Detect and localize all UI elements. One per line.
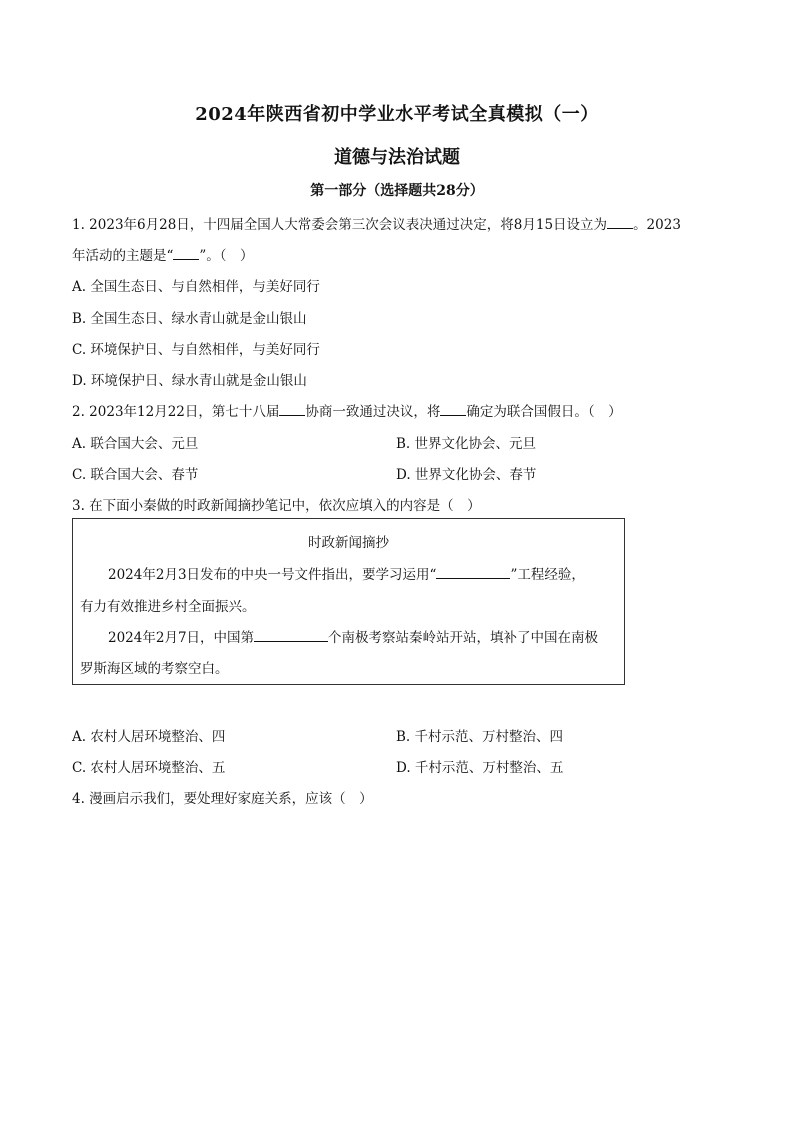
answer-blank bbox=[173, 247, 199, 260]
q2-stem-text-c: 确定为联合国假日。（ ） bbox=[466, 404, 622, 420]
news-paragraph-1 bbox=[108, 563, 585, 583]
news-p2-text-a: 2024年2月7日，中国第 bbox=[108, 630, 255, 646]
news-p1-text-a: 2024年2月3日发布的中央一号文件指出，要学习运用“ bbox=[108, 567, 437, 583]
news-excerpt-title: 时政新闻摘抄 bbox=[308, 535, 389, 551]
q3-option-d: D. 千村示范、万村整治、五 bbox=[396, 760, 564, 776]
q2-option-d: D. 世界文化协会、春节 bbox=[396, 467, 537, 483]
news-p2-text-b: 个南极考察站秦岭站开站，填补了中国在南极 bbox=[328, 630, 599, 646]
news-paragraph-1-cont: 有力有效推进乡村全面振兴。 bbox=[80, 599, 256, 615]
news-paragraph-2 bbox=[108, 626, 598, 646]
subject-title: 道德与法治试题 bbox=[334, 147, 460, 168]
answer-blank bbox=[440, 403, 466, 416]
answer-blank bbox=[279, 403, 305, 416]
q2-stem bbox=[72, 400, 622, 420]
q3-option-a: A. 农村人居环境整治、四 bbox=[72, 729, 226, 745]
q2-stem-text-a: 2. 2023年12月22日，第七十八届 bbox=[72, 404, 280, 420]
q1-stem-text-a: 1. 2023年6月28日，十四届全国人大常委会第三次会议表决通过决定，将8月15日设立为 bbox=[72, 217, 608, 233]
q3-stem: 3. 在下面小秦做的时政新闻摘抄笔记中，依次应填入的内容是（ ） bbox=[72, 498, 481, 514]
q4-stem: 4. 漫画启示我们，要处理好家庭关系，应该（ ） bbox=[72, 791, 373, 807]
answer-blank bbox=[607, 216, 633, 229]
news-p1-text-b: ”工程经验， bbox=[510, 567, 585, 583]
q1-option-d: D. 环境保护日、绿水青山就是金山银山 bbox=[72, 373, 307, 389]
q2-option-c: C. 联合国大会、春节 bbox=[72, 467, 199, 483]
q1-option-c: C. 环境保护日、与自然相伴，与美好同行 bbox=[72, 342, 320, 358]
q1-option-b: B. 全国生态日、绿水青山就是金山银山 bbox=[72, 311, 307, 327]
q2-option-b: B. 世界文化协会、元旦 bbox=[396, 436, 537, 452]
exam-title: 2024年陕西省初中学业水平考试全真模拟（一） bbox=[195, 104, 599, 125]
q1-stem-line2 bbox=[72, 244, 254, 264]
q1-stem-line1 bbox=[72, 213, 681, 233]
q1-stem-text-b: 。2023 bbox=[633, 217, 681, 233]
section-title: 第一部分（选择题共28分） bbox=[310, 183, 484, 199]
answer-blank bbox=[436, 566, 510, 579]
q1-option-a: A. 全国生态日、与自然相伴，与美好同行 bbox=[72, 279, 320, 295]
q3-option-b: B. 千村示范、万村整治、四 bbox=[396, 729, 564, 745]
news-paragraph-2-cont: 罗斯海区域的考察空白。 bbox=[80, 661, 229, 677]
q1-stem-text-c: 年活动的主题是“ bbox=[72, 248, 174, 264]
q2-stem-text-b: 协商一致通过决议，将 bbox=[305, 404, 441, 420]
q2-option-a: A. 联合国大会、元旦 bbox=[72, 436, 199, 452]
q3-option-c: C. 农村人居环境整治、五 bbox=[72, 760, 226, 776]
q1-stem-text-d: ”。（ ） bbox=[199, 248, 254, 264]
answer-blank bbox=[254, 629, 328, 642]
